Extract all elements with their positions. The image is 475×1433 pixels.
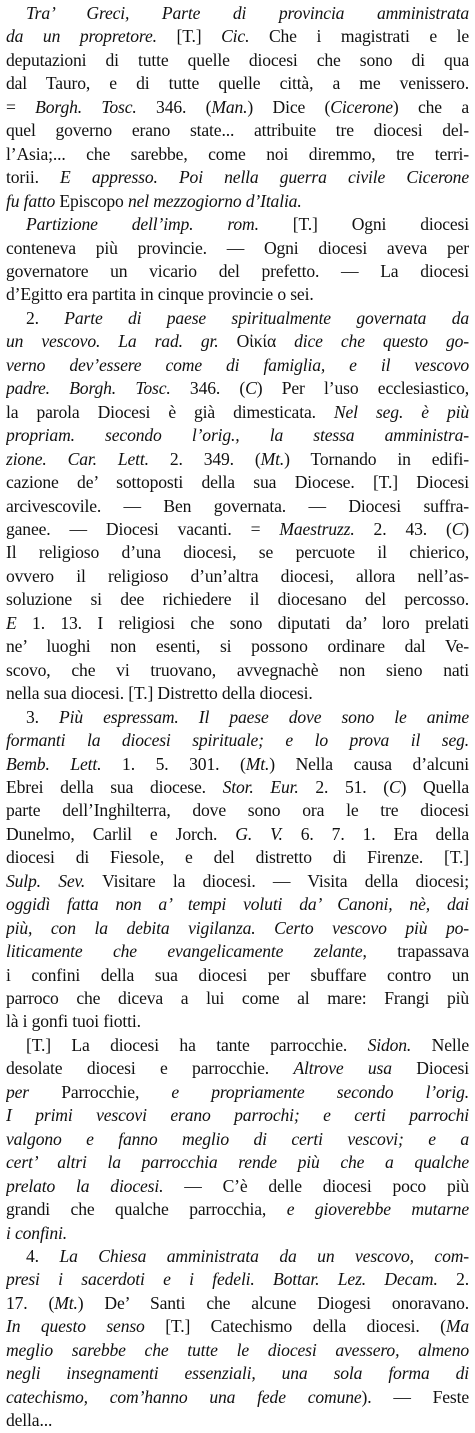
text-line (6, 1198, 469, 1221)
text-run: ovvero il religioso d’un’altra diocesi, allora nell’as- (6, 565, 469, 586)
text-line (6, 401, 469, 424)
text-run: d’Egitto era partita in cinque provincie o sei. (6, 284, 314, 305)
text-run: ) Quella (400, 776, 469, 797)
text-line (6, 823, 469, 846)
text-run: parroco che diceva a lui come al mare: Frangi più (6, 988, 469, 1009)
text-line (6, 213, 469, 236)
italic-run: G. V. (235, 823, 283, 844)
entry-paragraph (6, 1034, 469, 1245)
italic-run: C (388, 776, 401, 797)
text-run: 3. (26, 706, 60, 727)
entry-paragraph (6, 2, 469, 213)
italic-run: C (245, 378, 257, 399)
text-line (6, 987, 469, 1010)
italic-run: per (6, 1081, 30, 1102)
text-line (6, 377, 469, 400)
text-run: diocesi di Fiesole, e del distretto di Firenze. [T.] (6, 847, 469, 868)
italic-run: oggidì fatta non a’ tempi voluti da’ Canoni, nè, dai (6, 894, 469, 915)
italic-run: un vescovo. La rad. gr. (6, 331, 219, 352)
italic-run: Man. (211, 96, 248, 117)
text-line (6, 1339, 469, 1362)
text-line (6, 143, 469, 166)
text-line (6, 917, 469, 940)
text-line (6, 354, 469, 377)
italic-run: e gioverebbe mutarne (286, 1199, 469, 1220)
italic-run: presi i sacerdoti e i fedeli. Bottar. Lez. Decam. (6, 1269, 438, 1290)
text-run: ) Dice ( (247, 96, 331, 117)
text-run: nella sua diocesi. [T.] Distretto della diocesi. (6, 683, 313, 704)
italic-run: Altrove usa (293, 1058, 392, 1079)
text-line (6, 635, 469, 658)
text-line (6, 166, 469, 189)
text-line (6, 424, 469, 447)
text-run: 346. ( (136, 96, 212, 117)
italic-run: propriam. secondo l’orig., la stessa amministra- (6, 425, 469, 446)
text-run: cazione de’ sottoposti della sua Diocese. [T.] Diocesi (6, 472, 469, 493)
italic-run: liticamente che evangelicamente zelante (6, 941, 363, 962)
text-run: 4. (26, 1246, 60, 1267)
text-run: ganee. — Diocesi vacanti. = (6, 518, 280, 539)
text-line (6, 799, 469, 822)
italic-run: negli insegnamenti essenziali, una sola forma di (6, 1363, 469, 1384)
text-run: ) De’ Santi che alcune Diogesi onoravano. (77, 1292, 469, 1313)
italic-run: i confini. (6, 1222, 68, 1243)
text-line (6, 72, 469, 95)
text-run: ) Tornando in edifi- (284, 448, 469, 469)
text-line (6, 753, 469, 776)
text-run: 17. ( (6, 1292, 55, 1313)
entry-paragraph (6, 1245, 469, 1433)
text-run: = (6, 96, 36, 117)
text-run: , trapassava (362, 941, 469, 962)
text-line (6, 1362, 469, 1385)
text-line (6, 1128, 469, 1151)
text-run: i confini della sua diocesi per sbuffare contro un (6, 964, 469, 985)
italic-run: prelato la diocesi. (6, 1175, 164, 1196)
text-run: scovo, che vi truovano, avvegnachè non sieno nati (6, 659, 469, 680)
italic-run: E (6, 612, 17, 633)
italic-run: Tra’ Greci, Parte di provincia amministrata (26, 3, 469, 23)
italic-run: , e propriamente secondo l’orig. (134, 1081, 469, 1102)
text-line (6, 893, 469, 916)
italic-run: dice che questo go- (294, 331, 469, 352)
italic-run: Cic. (221, 26, 250, 47)
text-line (6, 1034, 469, 1057)
text-run: ) (463, 518, 469, 539)
text-line (6, 706, 469, 729)
text-line (6, 1268, 469, 1291)
text-run: della... (6, 1410, 53, 1431)
text-line (6, 448, 469, 471)
text-run: là i gonfi tuoi fiotti. (6, 1011, 141, 1032)
italic-run: fu fatto (6, 190, 56, 211)
text-run: Ebrei della sua diocese. (6, 776, 223, 797)
text-run: Diocesi (391, 1058, 469, 1079)
italic-run: Mt. (245, 753, 270, 774)
italic-run: Sulp. Sev. (6, 870, 86, 891)
text-run: Visitare la diocesi. — Visita della diocesi; (85, 870, 469, 891)
italic-run: Bemb. Lett. (6, 753, 102, 774)
text-line (6, 283, 469, 306)
text-line (6, 307, 469, 330)
italic-run: catechismo, com’hanno una fede comune (6, 1386, 362, 1407)
italic-run: I primi vescovi erano parrochi; e certi parrochi (6, 1105, 469, 1126)
italic-run: zione. Car. Lett. (6, 448, 149, 469)
text-run: 2. 349. ( (148, 448, 261, 469)
italic-run: verno dev’essere come di famiglia, e il vescovo (6, 354, 469, 375)
text-line (6, 1409, 469, 1432)
text-run: 2. (437, 1269, 469, 1290)
text-line (6, 495, 469, 518)
text-line (6, 260, 469, 283)
text-run: quel governo erano state... attribuite tre diocesi del- (6, 120, 469, 141)
text-run: — C’è delle diocesi poco più (163, 1175, 469, 1196)
text-line (6, 870, 469, 893)
text-run: Che i magistrati e le (249, 26, 469, 47)
italic-run: cert’ altri la parrocchia rende più che a qualche (6, 1152, 469, 1173)
text-line (6, 1081, 469, 1104)
text-run: ) Nella causa d’alcuni (269, 753, 469, 774)
text-run: governatore un vicario del prefetto. — La diocesi (6, 260, 469, 281)
italic-run: Maestruzz. (279, 518, 355, 539)
text-run: deputazioni di tutte quelle diocesi che sono di qua (6, 49, 469, 70)
text-run: ne’ luoghi non esenti, si possono ordinare dal Ve- (6, 636, 469, 657)
text-run: [T.] (156, 26, 222, 47)
text-line (6, 1104, 469, 1127)
text-run: [T.] Ogni diocesi (258, 214, 469, 235)
text-run: torii. (6, 167, 61, 188)
text-run: Parrocchie (29, 1081, 135, 1102)
italic-run: nel mezzogiorno d’Italia. (127, 190, 302, 211)
text-line (6, 237, 469, 260)
text-run: 2. 43. ( (354, 518, 452, 539)
italic-run: Borgh. Tosc. (35, 96, 137, 117)
text-run: 6. 7. 1. Era della (282, 823, 469, 844)
text-run: Dunelmo, Carlil e Jorch. (6, 823, 236, 844)
text-run: Il religioso d’una diocesi, se percuote il chierico, (6, 542, 469, 563)
italic-run: Parte di paese spiritualmente governata da (64, 307, 469, 328)
text-line (6, 1175, 469, 1198)
italic-run: padre. Borgh. Tosc. (6, 378, 171, 399)
italic-run: Mt. (260, 448, 285, 469)
text-line (6, 119, 469, 142)
entry-paragraph (6, 706, 469, 1034)
italic-run: Sidon. (367, 1034, 412, 1055)
text-run: desolate diocesi e parrocchie. (6, 1058, 294, 1079)
text-run: [T.] Catechismo della diocesi. ( (144, 1316, 446, 1337)
entry-paragraph (6, 307, 469, 706)
text-line (6, 49, 469, 72)
entry-paragraph (6, 213, 469, 307)
text-line (6, 659, 469, 682)
italic-run: valgono e fanno meglio di certi vescovi; e a (6, 1128, 469, 1149)
text-line (6, 1386, 469, 1409)
text-line (6, 940, 469, 963)
italic-run: Ma (445, 1316, 469, 1337)
text-run: conteneva più provincie. — Ogni diocesi aveva per (6, 237, 469, 258)
text-line (6, 518, 469, 541)
italic-run: meglio sarebbe che tutte le diocesi avessero, almeno (6, 1339, 469, 1360)
text-run: grandi che qualche parrocchia, (6, 1199, 287, 1220)
text-line (6, 964, 469, 987)
italic-run: Stor. Eur. (222, 776, 299, 797)
text-run: Nelle (411, 1034, 469, 1055)
italic-run: E appresso. Poi nella guerra civile Cicerone (60, 167, 469, 188)
text-line (6, 612, 469, 635)
italic-run: C (451, 518, 464, 539)
text-run: l’Asia;... che sarebbe, come noi diremmo, tre terri- (6, 143, 469, 164)
text-line (6, 682, 469, 705)
text-line (6, 1245, 469, 1268)
text-line (6, 588, 469, 611)
italic-run: Più espressam. Il paese dove sono le anime (59, 706, 469, 727)
text-line (6, 25, 469, 48)
text-line (6, 846, 469, 869)
italic-run: La Chiesa amministrata da un vescovo, com- (59, 1246, 469, 1267)
text-line (6, 471, 469, 494)
text-run: arcivescovile. — Ben governata. — Diocesi suffra- (6, 495, 469, 516)
text-run: ) che a (392, 96, 469, 117)
text-run: 2. (26, 307, 65, 328)
italic-run: Cicerone (330, 96, 393, 117)
text-run: dal Tauro, e di tutte quelle città, a me venissero. (6, 73, 469, 94)
italic-run: Nel seg. è più (333, 401, 469, 422)
italic-run: da un propretore. (6, 26, 157, 47)
text-line (6, 1151, 469, 1174)
text-run: ) Per l’uso ecclesiastico, (256, 378, 469, 399)
text-run: 2. 51. ( (298, 776, 389, 797)
italic-run: Mt. (54, 1292, 78, 1313)
italic-run: più, con la debita vigilanza. Certo vescovo più po- (6, 917, 469, 938)
text-run: parte dell’Inghilterra, dove sono ora le tre diocesi (6, 800, 469, 821)
text-line (6, 1010, 469, 1033)
text-line (6, 96, 469, 119)
text-line (6, 565, 469, 588)
text-run: la parola Diocesi è già dimesticata. (6, 401, 334, 422)
text-run: 1. 13. I religiosi che sono diputati da’ loro prelati (16, 612, 469, 633)
text-run: [T.] La diocesi ha tante parrocchie. (26, 1034, 368, 1055)
text-line (6, 776, 469, 799)
italic-run: formanti la diocesi spirituale; e lo prova il seg. (6, 730, 469, 751)
text-line (6, 330, 469, 353)
text-line (6, 1315, 469, 1338)
text-line (6, 541, 469, 564)
italic-run: In questo senso (6, 1316, 145, 1337)
text-line (6, 1292, 469, 1315)
text-line (6, 190, 469, 213)
text-line (6, 1057, 469, 1080)
text-run: soluzione si dee richiedere il diocesano del percosso. (6, 589, 469, 610)
text-run: 1. 5. 301. ( (101, 753, 246, 774)
italic-run: Partizione dell’imp. rom. (26, 214, 259, 235)
text-run: Episcopo (55, 190, 128, 211)
text-line (6, 2, 469, 25)
text-line (6, 729, 469, 752)
text-run: ). — Feste (361, 1386, 469, 1407)
text-line (6, 1222, 469, 1245)
text-run: 346. ( (170, 378, 246, 399)
text-run: Οἰκία (218, 331, 295, 352)
